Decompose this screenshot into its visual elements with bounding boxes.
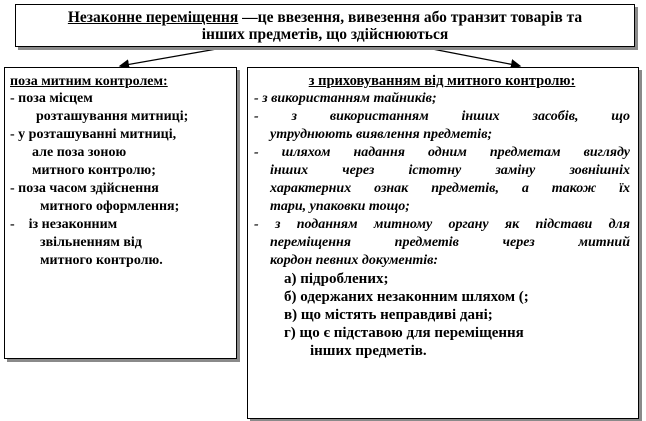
list-item-cont: утруднюють виявлення предметів; [270,127,493,142]
list-item-cont: інших через істотну заміну зовнішніх [270,163,630,178]
sub-item: в) що містять неправдиві дані; [284,307,493,323]
list-item-cont: митного оформлення; [40,199,180,214]
concealment-box [247,67,639,419]
list-item-cont: кордон певних документів: [270,253,439,268]
definition-term: Незаконне переміщення [67,9,239,26]
list-item: - шляхом надання одним предметам вигляду [254,145,630,160]
list-item: - із незаконним [10,217,118,232]
definition-line-2: інших предметів, що здійснюються [201,26,449,43]
right-box-title: з приховуванням від митного контролю: [308,73,576,89]
sub-item-cont: інших предметів. [310,343,427,359]
list-item-cont: переміщення предметів через митний [270,235,630,250]
arrow-to-left-box [120,47,228,66]
list-item-cont: розташування митниці; [36,109,189,124]
outside-customs-control-box [4,67,237,359]
sub-item: а) підроблених; [284,271,389,287]
list-item-cont: але поза зоною [32,145,127,160]
list-item-cont: митного контролю. [40,253,163,268]
list-item: - з поданням митному органу як підстави для [254,217,630,232]
definition-box [15,4,635,47]
left-box-title: поза митним контролем: [10,74,168,89]
arrow-to-right-box [422,47,520,66]
list-item-cont: звільненням від [40,235,142,250]
list-item: - з використанням інших засобів, що [254,109,630,124]
list-item: - поза місцем [10,91,93,106]
sub-item: г) що є підставою для переміщення [284,325,524,341]
list-item: - поза часом здійснення [10,181,159,196]
list-item-cont: тари, упаковки тощо; [270,199,410,214]
list-item: - у розташуванні митниці, [10,127,177,142]
list-item: - з використанням тайників; [254,91,437,106]
list-item-cont: характерних ознак предметів, а також їх [270,181,630,196]
list-item-cont: митного контролю; [32,163,156,178]
sub-item: б) одержаних незаконним шляхом (; [284,289,529,305]
definition-line-1: Незаконне переміщення —це ввезення, вивезення або транзит товарів та [67,9,583,26]
